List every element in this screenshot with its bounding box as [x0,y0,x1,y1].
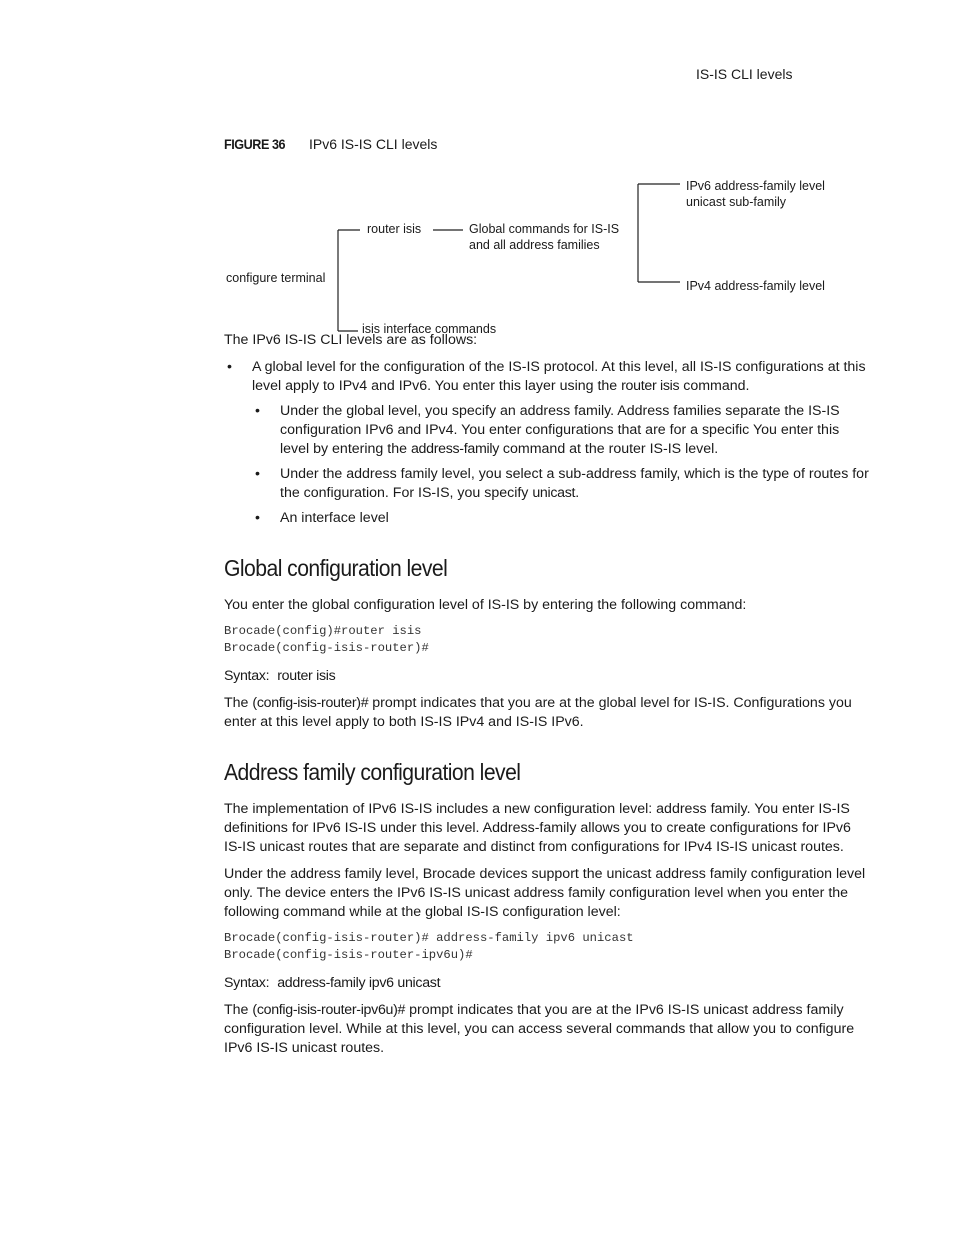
node-global-commands-line2: and all address families [469,238,600,252]
node-isis-interface: isis interface commands [362,322,497,336]
levels-list [224,358,872,528]
syntax-command: address-family ipv6 unicast [277,975,441,991]
global-code-block: Brocade(config)#router isis Brocade(config-isis-router)# [224,624,429,655]
syntax-command: router isis [277,668,336,684]
af-syntax [224,974,872,993]
prompt-keyword: (config-isis-router)# [252,695,369,711]
list-item-address-family: • Under the global level, you specify an address family. Address families separate the IS-IS configuration IPv6 and IPv4. You enter configurations that are for a specific You enter this level by entering the address-family command at the router IS-IS level. [252,402,872,459]
syntax-label: Syntax: [224,975,270,991]
node-ipv6-af-line1: IPv6 address-family level [686,179,825,193]
running-head: IS-IS CLI levels [696,66,793,82]
keyword-address-family: address-family [410,441,499,457]
node-ipv4-af: IPv4 address-family level [686,279,825,293]
af-para-1: The implementation of IPv6 IS-IS includes a new configuration level: address family. You enter IS-IS definitions for IPv6 IS-IS under this level. Address-family allows you to create configurations for IPv6 IS-IS unicast routes that are separate and distinct from configurations for IPv4 IS-IS unicast routes. [224,801,851,855]
prompt-keyword: (config-isis-router-ipv6u)# [252,1002,406,1018]
list-item-global-level: • A global level for the configuration of the IS-IS protocol. At this level, all IS-IS configurations at this level apply to IPv4 and IPv6. You enter this layer using the router isis command. • Under the global level, you specify an address family. Address families separate the IS-IS configuration IPv6 and IPv4. You enter configurations that are for a specific You enter this level by entering the address-family command at the router IS-IS level. • Under the address family level, you select a sub-address family, which is the type of routes for the configuration. For IS-IS, you specify unicast. • An interface level [224,358,872,528]
intro-text: The IPv6 IS-IS CLI levels are as follows: [224,332,478,348]
list-item-interface-level: • An interface level [252,509,872,528]
keyword-unicast: unicast [532,485,576,501]
af-code-block: Brocade(config-isis-router)# address-family ipv6 unicast Brocade(config-isis-router-ipv6u)# [224,931,634,962]
global-prompt-text: The (config-isis-router)# prompt indicates that you are at the global level for IS-IS. Configurations you enter at this level apply to both IS-IS IPv4 and IS-IS IPv6. [224,695,852,730]
node-configure-terminal: configure terminal [226,271,326,285]
node-global-commands-line1: Global commands for IS-IS [469,222,620,236]
heading-global-configuration-level: Global configuration level [224,555,448,581]
node-ipv6-af-line2: unicast sub-family [686,195,787,209]
heading-address-family-configuration-level: Address family configuration level [224,759,521,785]
main-content [224,331,872,1066]
list-item-sub-address-family: • Under the address family level, you select a sub-address family, which is the type of routes for the configuration. For IS-IS, you specify unicast. [252,465,872,503]
node-router-isis: router isis [367,222,422,236]
global-syntax [224,667,872,686]
cli-levels-diagram [224,170,844,340]
global-intro-text: You enter the global configuration level of IS-IS by entering the following command: [224,597,747,613]
sub-levels-list [252,402,872,528]
syntax-label: Syntax: [224,668,270,684]
figure-title: IPv6 IS-IS CLI levels [309,136,438,152]
af-prompt-text: The (config-isis-router-ipv6u)# prompt indicates that you are at the IPv6 IS-IS unicast address family configuration level. While at this level, you can access several commands that allow you to configure IPv6 IS-IS unicast routes. [224,1002,855,1056]
af-para-2: Under the address family level, Brocade devices support the unicast address family configuration level only. The device enters the IPv6 IS-IS unicast address family configuration level when you enter the following command while at the global IS-IS configuration level: [224,866,866,920]
figure-label: FIGURE 36 [224,136,286,152]
keyword-router-isis: router isis [621,378,680,394]
